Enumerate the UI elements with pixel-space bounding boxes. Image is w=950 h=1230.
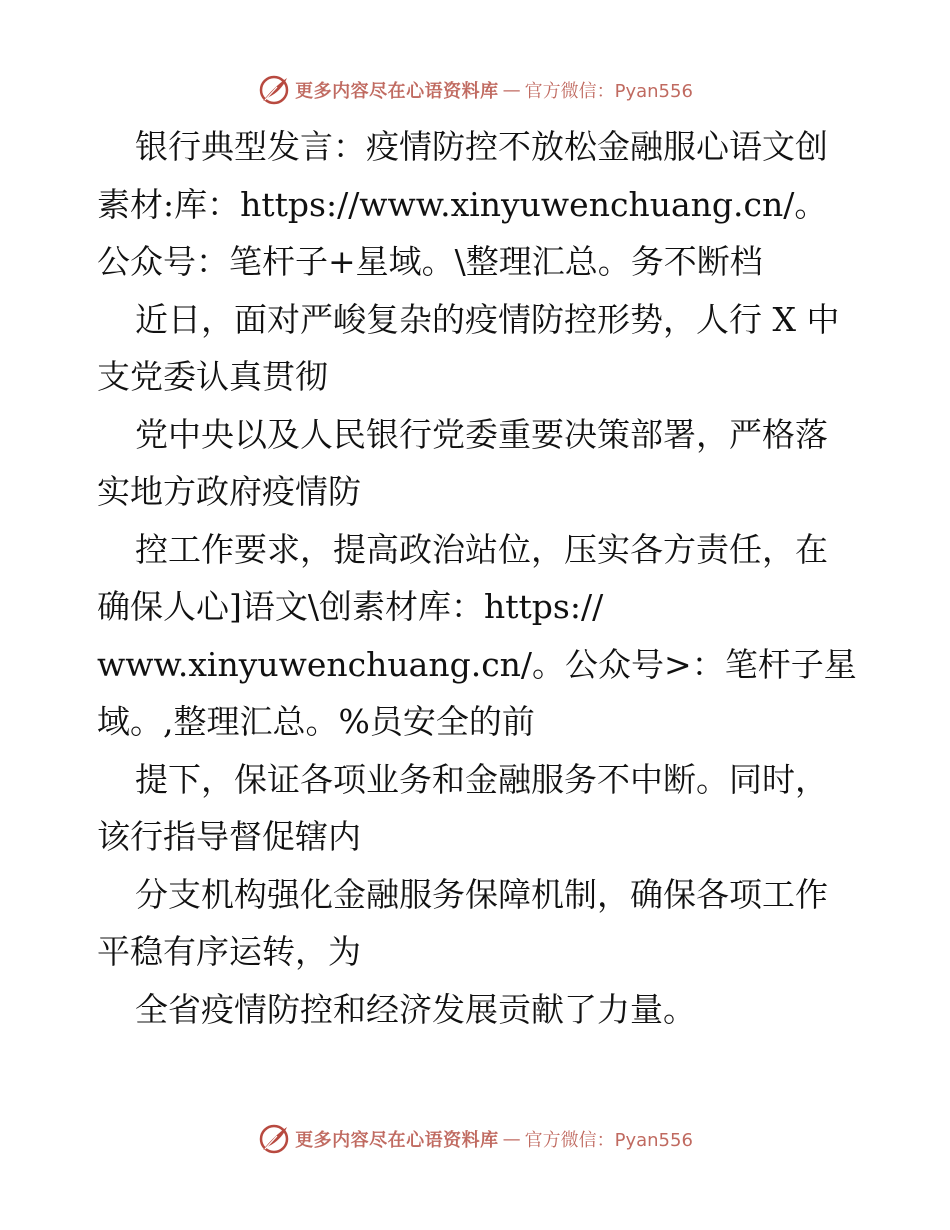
document-body bbox=[97, 118, 857, 1038]
paragraph-2: 近日，面对严峻复杂的疫情防控形势，人行 X 中支党委认真贯彻 bbox=[97, 299, 840, 396]
paragraph-3: 党中央以及人民银行党委重要决策部署，严格落实地方政府疫情防 bbox=[97, 414, 828, 511]
paragraph-7: 全省疫情防控和经济发展贡献了力量。 bbox=[135, 989, 696, 1029]
watermark-separator: — bbox=[502, 79, 521, 101]
watermark-wechat-text: 官方微信：Pyan556 bbox=[524, 1130, 693, 1151]
watermark-banner-top bbox=[0, 70, 950, 110]
watermark-wechat-text: 官方微信：Pyan556 bbox=[524, 81, 693, 102]
watermark-banner-bottom bbox=[0, 1119, 950, 1159]
quill-logo-icon bbox=[257, 1122, 291, 1156]
quill-logo-icon bbox=[257, 73, 291, 107]
watermark-separator: — bbox=[502, 1128, 521, 1150]
paragraph-4: 控工作要求，提高政治站位，压实各方责任，在确保人心]语文\创素材库：https:// www.xinyuwenchuang.cn/。公众号>：笔杆子星域。,整理汇总。%员安全的前 bbox=[97, 529, 857, 741]
paragraph-1: 银行典型发言：疫情防控不放松金融服心语文创素材:库：https://www.xinyuwenchuang.cn/。公众号：笔杆子+星域。\整理汇总。务不断档 bbox=[97, 127, 828, 281]
watermark-brand-text: 更多内容尽在心语资料库 bbox=[295, 81, 499, 102]
paragraph-6: 分支机构强化金融服务保障机制，确保各项工作平稳有序运转，为 bbox=[97, 874, 828, 971]
paragraph-5: 提下，保证各项业务和金融服务不中断。同时，该行指导督促辖内 bbox=[97, 759, 828, 856]
watermark-brand-text: 更多内容尽在心语资料库 bbox=[295, 1130, 499, 1151]
